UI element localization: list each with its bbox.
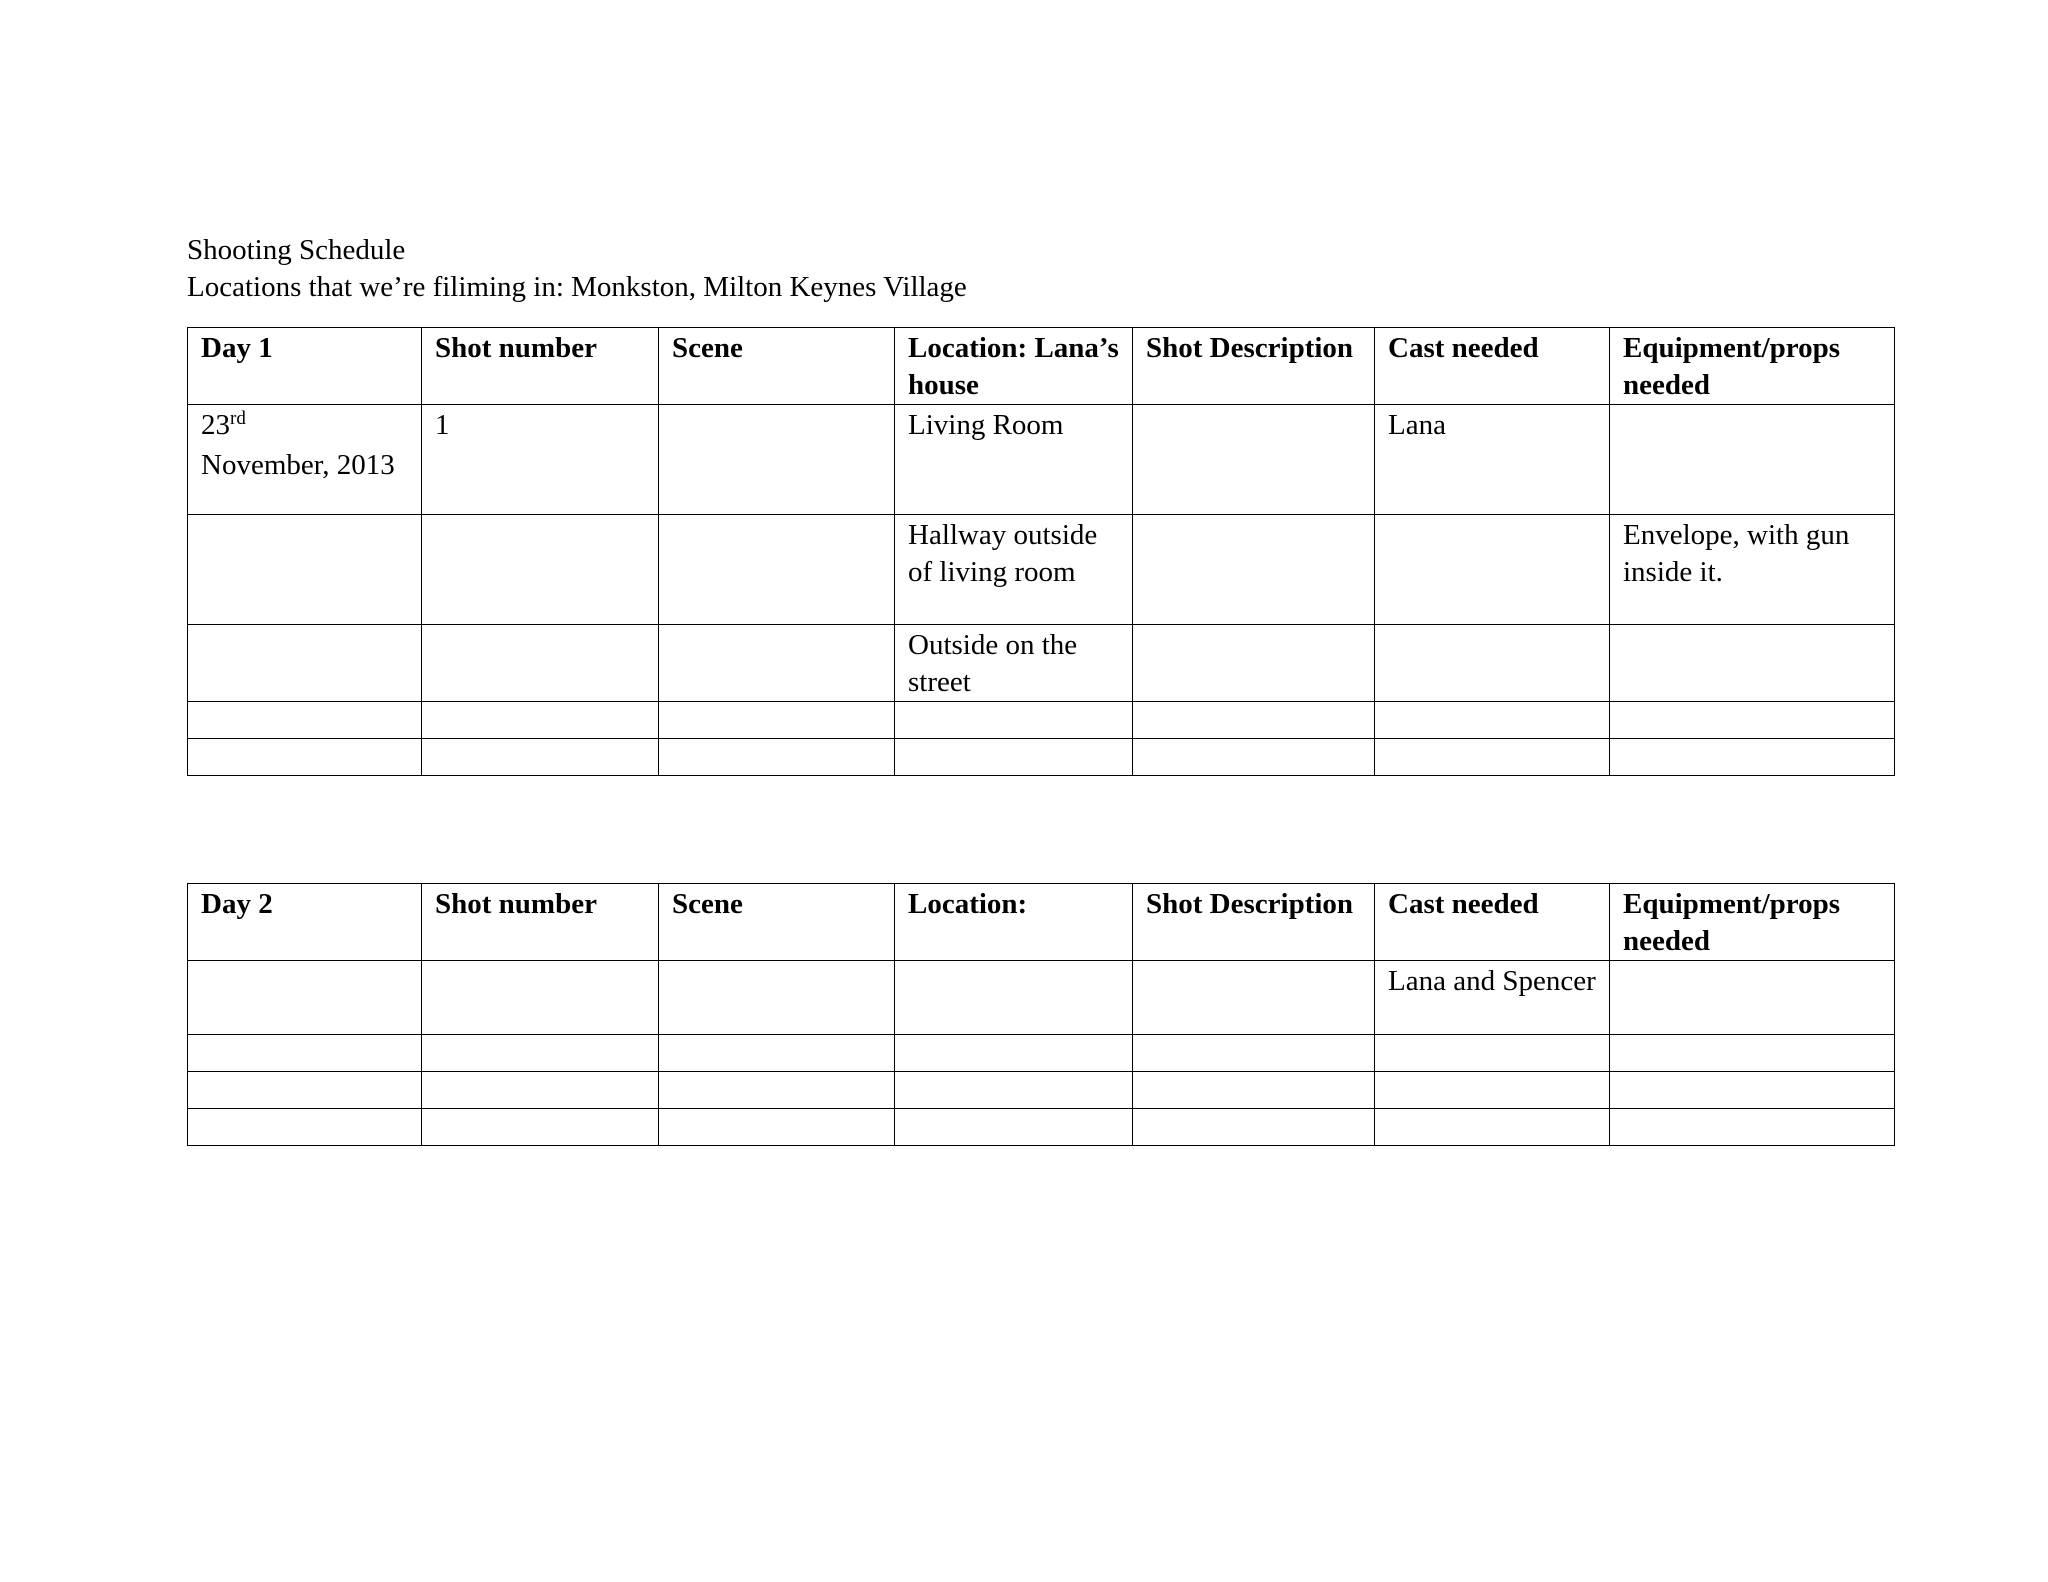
empty-cell [1133, 1109, 1375, 1146]
empty-cell [188, 1109, 422, 1146]
locations-line: Locations that we’re filiming in: Monkston, Milton Keynes Village [187, 271, 967, 303]
column-header-shot-description: Shot Description [1133, 328, 1375, 405]
column-header-equipment: Equipment/props needed [1610, 884, 1895, 961]
date-cell [188, 405, 422, 515]
table-row [188, 961, 1895, 1035]
shot-number-cell: 1 [422, 405, 659, 515]
table-row-empty [188, 1035, 1895, 1072]
empty-cell [1375, 702, 1610, 739]
empty-cell [188, 1035, 422, 1072]
day1-schedule-table [187, 327, 1895, 776]
empty-cell [1610, 1072, 1895, 1109]
empty-cell [1133, 1035, 1375, 1072]
empty-cell [1133, 702, 1375, 739]
empty-cell [1133, 1072, 1375, 1109]
equipment-cell [1610, 625, 1895, 702]
scene-cell [659, 625, 895, 702]
location-cell: Hallway outside of living room [895, 515, 1133, 625]
column-header-scene: Scene [659, 328, 895, 405]
scene-cell [659, 961, 895, 1035]
table-header-row [188, 884, 1895, 961]
table-row [188, 405, 1895, 515]
location-cell: Living Room [895, 405, 1133, 515]
table-header-row [188, 328, 1895, 405]
empty-cell [422, 1072, 659, 1109]
shot-description-cell [1133, 405, 1375, 515]
empty-cell [188, 1072, 422, 1109]
cast-cell [1375, 515, 1610, 625]
table-row [188, 625, 1895, 702]
empty-cell [1133, 739, 1375, 776]
empty-cell [1375, 1035, 1610, 1072]
empty-cell [422, 739, 659, 776]
date-cell [188, 515, 422, 625]
shot-number-cell [422, 625, 659, 702]
table-row-empty [188, 1072, 1895, 1109]
empty-cell [1375, 739, 1610, 776]
day2-schedule-table [187, 883, 1895, 1146]
table-row-empty [188, 1109, 1895, 1146]
column-header-shot-description: Shot Description [1133, 884, 1375, 961]
empty-cell [1375, 1072, 1610, 1109]
shot-number-cell [422, 961, 659, 1035]
empty-cell [1610, 1035, 1895, 1072]
equipment-cell: Envelope, with gun inside it. [1610, 515, 1895, 625]
document-header [187, 232, 967, 306]
column-header-location: Location: Lana’s house [895, 328, 1133, 405]
empty-cell [1375, 1109, 1610, 1146]
shot-description-cell [1133, 961, 1375, 1035]
cast-cell: Lana [1375, 405, 1610, 515]
equipment-cell [1610, 405, 1895, 515]
empty-cell [1610, 702, 1895, 739]
empty-cell [895, 1072, 1133, 1109]
empty-cell [659, 739, 895, 776]
column-header-day: Day 2 [188, 884, 422, 961]
shot-number-cell [422, 515, 659, 625]
empty-cell [422, 1109, 659, 1146]
empty-cell [659, 1109, 895, 1146]
date-cell [188, 961, 422, 1035]
empty-cell [1610, 1109, 1895, 1146]
empty-cell [659, 702, 895, 739]
scene-cell [659, 405, 895, 515]
empty-cell [895, 739, 1133, 776]
equipment-cell [1610, 961, 1895, 1035]
column-header-shot-number: Shot number [422, 328, 659, 405]
date-month-year: November, 2013 [201, 449, 395, 481]
column-header-equipment: Equipment/props needed [1610, 328, 1895, 405]
empty-cell [1610, 739, 1895, 776]
table-row [188, 515, 1895, 625]
location-cell [895, 961, 1133, 1035]
empty-cell [188, 739, 422, 776]
table-row-empty [188, 702, 1895, 739]
location-cell: Outside on the street [895, 625, 1133, 702]
cast-cell [1375, 625, 1610, 702]
column-header-day: Day 1 [188, 328, 422, 405]
scene-cell [659, 515, 895, 625]
shot-description-cell [1133, 515, 1375, 625]
column-header-cast-needed: Cast needed [1375, 328, 1610, 405]
column-header-location: Location: [895, 884, 1133, 961]
empty-cell [659, 1035, 895, 1072]
column-header-cast-needed: Cast needed [1375, 884, 1610, 961]
date-cell [188, 625, 422, 702]
empty-cell [895, 702, 1133, 739]
date-ordinal-suffix: rd [230, 408, 246, 429]
shot-description-cell [1133, 625, 1375, 702]
empty-cell [659, 1072, 895, 1109]
empty-cell [895, 1109, 1133, 1146]
empty-cell [422, 1035, 659, 1072]
empty-cell [188, 702, 422, 739]
column-header-scene: Scene [659, 884, 895, 961]
document-title: Shooting Schedule [187, 234, 406, 266]
cast-cell: Lana and Spencer [1375, 961, 1610, 1035]
empty-cell [895, 1035, 1133, 1072]
date-day: 23 [201, 409, 230, 441]
table-row-empty [188, 739, 1895, 776]
column-header-shot-number: Shot number [422, 884, 659, 961]
empty-cell [422, 702, 659, 739]
